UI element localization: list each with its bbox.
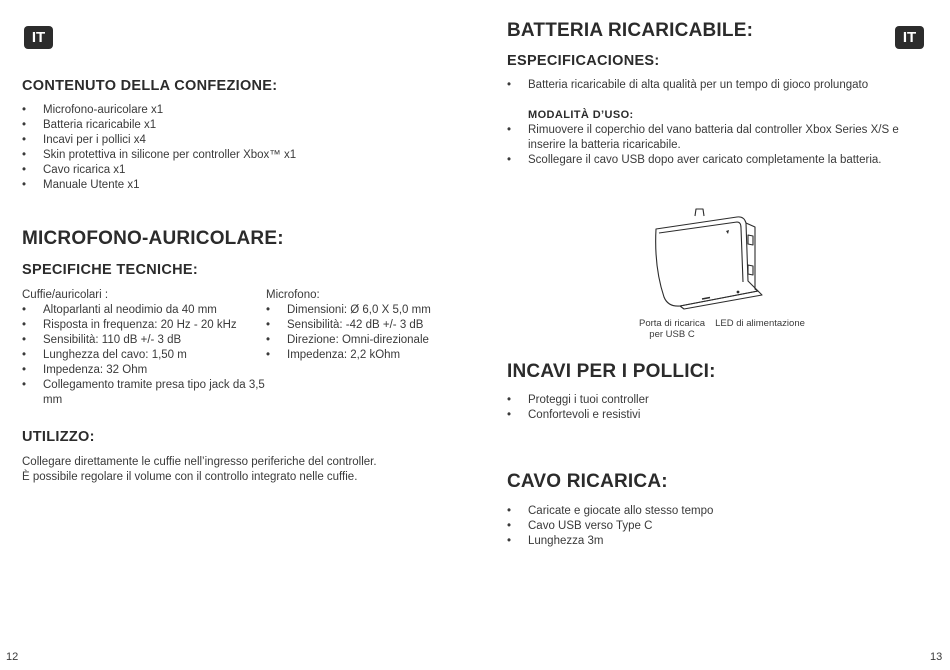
list-item: • Proteggi i tuoi controller (507, 393, 927, 408)
page-number-right: 13 (930, 651, 943, 663)
list-item: • Incavi per i pollici x4 (22, 133, 442, 148)
list-item: • Caricate e giocate allo stesso tempo (507, 504, 927, 519)
list-item: • Risposta in frequenza: 20 Hz - 20 kHz (22, 318, 267, 333)
list-item: • Cavo ricarica x1 (22, 163, 442, 178)
headphones-label: Cuffie/auricolari : (22, 289, 109, 301)
thumbs-list (507, 393, 927, 423)
usage-heading: UTILIZZO: (22, 429, 95, 445)
list-item: • Skin protettiva in silicone per controller Xbox™ x1 (22, 148, 442, 163)
list-item: • Rimuovere il coperchio del vano batteria dal controller Xbox Series X/S e inserire la batteria ricaricabile. (507, 123, 927, 153)
thumbs-heading: INCAVI PER I POLLICI: (507, 361, 716, 382)
headphones-spec-list (22, 303, 267, 408)
list-item: • Dimensioni: Ø 6,0 X 5,0 mm (266, 303, 466, 318)
list-item: • Cavo USB verso Type C (507, 519, 927, 534)
battery-specs-list (507, 78, 927, 93)
list-item: • Collegamento tramite presa tipo jack da 3,5 mm (22, 378, 267, 408)
list-item: • Altoparlanti al neodimio da 40 mm (22, 303, 267, 318)
list-item: • Impedenza: 2,2 kOhm (266, 348, 466, 363)
page-number-left: 12 (6, 651, 19, 663)
list-item: • Batteria ricaricabile di alta qualità per un tempo di gioco prolungato (507, 78, 927, 93)
logo-mark-icon (726, 230, 729, 234)
list-item: • Lunghezza 3m (507, 534, 927, 549)
cable-heading: CAVO RICARICA: (507, 471, 668, 492)
battery-specs-heading: ESPECIFICACIONES: (507, 53, 660, 69)
language-badge-left: IT (24, 26, 53, 49)
list-item: • Batteria ricaricabile x1 (22, 118, 442, 133)
list-item: • Scollegare il cavo USB dopo aver caricato completamente la batteria. (507, 153, 927, 168)
list-item: • Confortevoli e resistivi (507, 408, 927, 423)
language-badge-right: IT (895, 26, 924, 49)
battery-illustration (640, 205, 790, 310)
caption-usb-port: Porta di ricarica per USB C (639, 318, 705, 340)
list-item: • Lunghezza del cavo: 1,50 m (22, 348, 267, 363)
mic-heading: MICROFONO-AURICOLARE: (22, 228, 284, 249)
list-item: • Sensibilità: -42 dB +/- 3 dB (266, 318, 466, 333)
battery-usage-list (507, 123, 927, 168)
microphone-label: Microfono: (266, 289, 320, 301)
battery-usage-heading: MODALITÀ D’USO: (528, 109, 634, 121)
list-item: • Sensibilità: 110 dB +/- 3 dB (22, 333, 267, 348)
mic-specs-heading: SPECIFICHE TECNICHE: (22, 262, 198, 278)
battery-heading: BATTERIA RICARICABILE: (507, 20, 754, 41)
list-item: • Manuale Utente x1 (22, 178, 442, 193)
list-item: • Impedenza: 32 Ohm (22, 363, 267, 378)
caption-power-led: LED di alimentazione (715, 318, 805, 329)
usage-text-line1: Collegare direttamente le cuffie nell’ingresso periferiche del controller. (22, 456, 377, 468)
contents-list (22, 103, 442, 193)
list-item: • Direzione: Omni-direzionale (266, 333, 466, 348)
usage-text-line2: È possibile regolare il volume con il controllo integrato nelle cuffie. (22, 471, 358, 483)
contents-heading: CONTENUTO DELLA CONFEZIONE: (22, 78, 278, 94)
cable-list (507, 504, 927, 549)
list-item: • Microfono-auricolare x1 (22, 103, 442, 118)
led-dot-icon (737, 291, 740, 294)
microphone-spec-list (266, 303, 466, 363)
